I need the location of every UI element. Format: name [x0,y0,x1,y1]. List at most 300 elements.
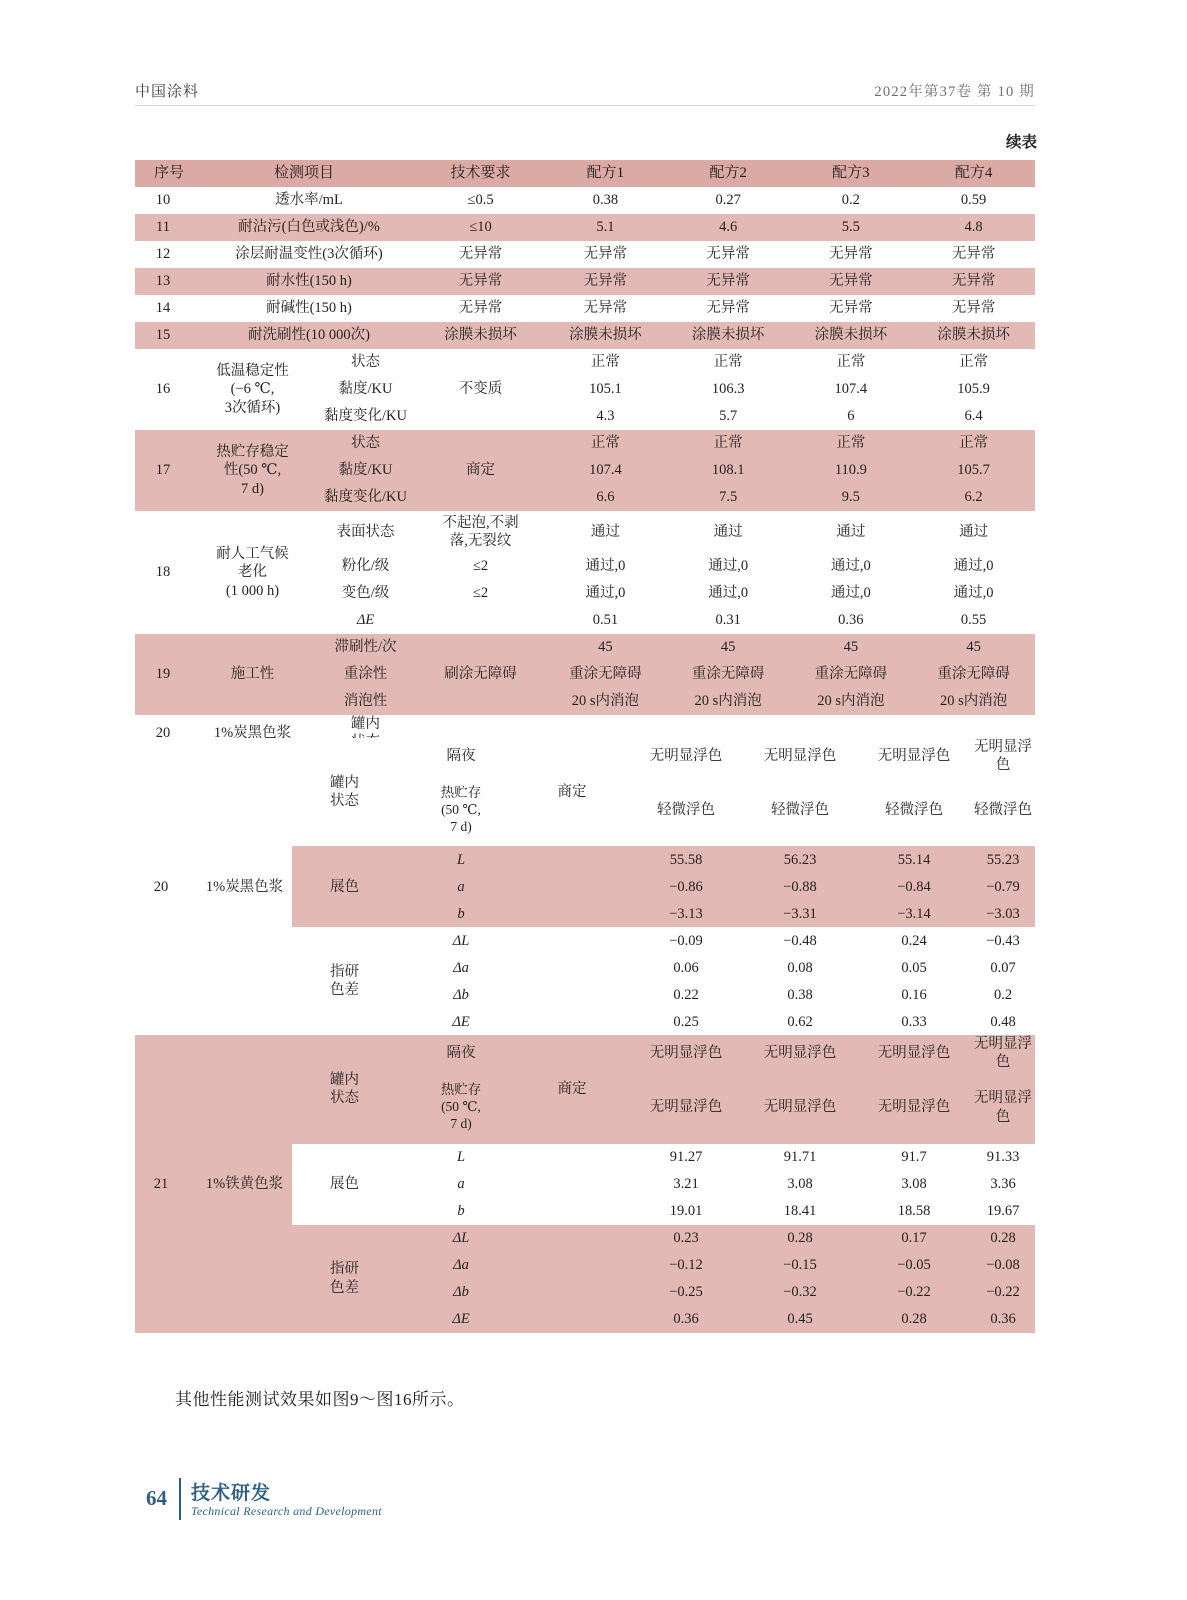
row-f1: 正常 [590,435,620,452]
page-footer [135,1478,1035,1524]
table-row [135,430,1035,457]
color-label: 展色 [330,878,359,895]
row-f1: 0.23 [673,1229,699,1246]
label-line2: (50 ℃, [441,1099,481,1115]
sub-label: ΔE [356,612,375,629]
row-f2: 56.23 [783,851,817,868]
row-no: 16 [155,381,171,398]
row-f4: 无明显浮色 [974,739,1032,774]
row-f4: 6.4 [964,408,983,425]
results-table-part2 [135,738,1035,1333]
sub-label: Δb [453,986,469,1003]
row-f1: 无异常 [583,246,628,263]
row-f3: 无明显浮色 [877,1045,951,1062]
row-f2: 108.1 [711,462,745,479]
row-f4: 通过,0 [953,558,994,575]
col-f3: 配方3 [790,160,913,187]
label-line2: (50 ℃, [441,801,481,817]
sub-label: b [457,1202,465,1219]
row-f4: 3.36 [990,1175,1016,1192]
row-f2: 正常 [713,435,743,452]
row-f1: 20 s内消泡 [571,693,640,710]
row-f3: −0.84 [897,878,931,895]
row-f1: 4.3 [596,408,615,425]
sub-label: 黏度/KU [338,381,393,398]
row-f4: 55.23 [986,851,1020,868]
diff-label [292,927,397,1035]
col-req: 技术要求 [417,160,544,187]
row-f2: 重涂无障碍 [691,666,765,683]
row-no: 11 [156,219,170,236]
sub-label: a [457,878,465,895]
page-number: 64 [146,1486,167,1510]
row-f4: 0.59 [960,192,987,209]
table-row [135,511,1035,553]
row-f4: 105.9 [957,381,990,398]
row-f2: 45 [720,639,736,656]
row-f3: 45 [843,639,859,656]
row-f4: 6.2 [964,489,983,506]
col-no: 序号 [135,160,191,187]
table-row [135,738,1035,774]
sub-label: 重涂性 [343,666,388,683]
row-f1: 45 [598,639,613,656]
row-req: ≤0.5 [467,192,494,209]
results-table [135,160,1035,751]
row-f1: 0.38 [592,192,619,209]
row-f2: 通过,0 [708,558,749,575]
row-f3: 20 s内消泡 [817,693,885,710]
group-name-line2: 性(50 ℃, [223,462,282,479]
row-f2: 轻微浮色 [771,802,829,819]
row-item: 耐沾污(白色或浅色)/% [238,219,380,236]
row-req [515,846,629,873]
row-item: 耐洗刷性(10 000次) [247,327,371,344]
row-f2: 3.08 [787,1175,813,1192]
row-req: 涂膜未损坏 [444,327,517,344]
row-no: 20 [153,878,169,895]
row-f4: −0.79 [986,878,1020,895]
footer-section-cn: 技术研发 [191,1483,272,1504]
sub-label: 黏度变化/KU [324,489,407,506]
row-req: 刷涂无障碍 [444,666,517,683]
row-f4: 正常 [959,435,989,452]
row-f1: 无异常 [583,273,628,290]
row-f4: 91.33 [986,1148,1020,1165]
row-req [515,1198,629,1225]
row-f1: 5.1 [596,219,615,236]
group-name-line3: 7 d) [241,480,264,497]
row-item: 涂层耐温变性(3次循环) [235,246,383,263]
row-f2: 涂膜未损坏 [691,327,765,344]
issue-info: 2022年第37卷 第 10 期 [874,84,1035,100]
row-f4: −0.08 [986,1256,1020,1273]
header-divider [135,105,1035,106]
row-f4: 105.7 [957,462,990,479]
row-f1: 无异常 [583,300,628,317]
table-row [135,187,1035,214]
sub-label: 消泡性 [343,693,388,710]
row-f2: 0.31 [715,612,741,629]
table-row [135,268,1035,295]
col-f4: 配方4 [912,160,1035,187]
row-no: 21 [153,1175,169,1192]
row-req: 商定 [557,784,587,801]
row-f3: 正常 [836,354,866,371]
group-name-line3: (1 000 h) [225,582,280,599]
row-f2: 无明显浮色 [763,748,837,765]
row-req [515,1144,629,1171]
row-f4: −0.43 [986,932,1020,949]
row-f2: −0.15 [783,1256,817,1273]
row-f2: 无明显浮色 [763,1099,837,1116]
sub-label: ΔL [452,1229,470,1246]
row-f3: −3.14 [897,905,931,922]
row-f1: 无明显浮色 [649,748,723,765]
row-f4: −3.03 [986,905,1020,922]
table-row [135,241,1035,268]
row-f4: 无异常 [951,246,996,263]
row-req [515,981,629,1008]
sub-label: ΔE [452,1310,470,1327]
row-f4: 通过 [959,523,989,540]
group-name-line2: 老化 [237,564,267,581]
diff-label [292,1225,397,1333]
req-line1: 不起泡,不剥 [442,514,519,531]
row-item-group [191,511,304,634]
row-item-group [191,430,304,511]
sub-label: Δa [453,959,469,976]
row-f4: 无明显浮色 [974,1036,1032,1071]
table-row [135,295,1035,322]
row-f2: 通过 [713,523,743,540]
row-f2: 0.27 [715,192,741,209]
row-f3: 0.24 [901,932,927,949]
row-f1: 105.1 [589,381,622,398]
row-f4: 轻微浮色 [974,802,1032,819]
row-req [515,1252,629,1279]
row-f2: 20 s内消泡 [694,693,762,710]
row-no: 14 [155,300,171,317]
row-no: 19 [155,666,171,683]
row-f2: 0.45 [787,1310,813,1327]
row-f3: 55.14 [897,851,931,868]
row-req [515,873,629,900]
row-f2: 0.08 [787,959,813,976]
row-f2: 无明显浮色 [763,1045,837,1062]
row-req: ≤2 [472,558,489,575]
row-f2: −0.48 [783,932,817,949]
row-f4: 45 [966,639,981,656]
row-f3: 0.16 [901,986,927,1003]
row-f4: 0.48 [990,1013,1016,1030]
row-f3: 0.33 [901,1013,927,1030]
row-item-group: 施工性 [230,666,275,683]
sub-label: a [457,1175,465,1192]
row-f2: 18.41 [783,1202,817,1219]
row-f3: 91.7 [901,1148,927,1165]
continued-table-label: 续表 [1005,134,1037,151]
can-state-label [292,1035,397,1143]
sub-label: 状态 [351,354,381,371]
row-f1: 正常 [590,354,620,371]
row-req: 无异常 [458,300,503,317]
row-f4: 涂膜未损坏 [937,327,1010,344]
label-line2: 状态 [330,1090,359,1107]
row-req [515,1306,629,1333]
row-f3: 18.58 [897,1202,931,1219]
row-f2: 无异常 [706,300,750,317]
row-f1: 通过 [590,523,620,540]
row-f1: 涂膜未损坏 [569,327,642,344]
row-item-group: 1%炭黑色浆 [213,725,292,742]
row-no: 10 [155,192,171,209]
row-f1: −0.25 [669,1283,703,1300]
footer-section-en: Technical Research and Development [191,1504,382,1518]
row-f2: −0.32 [783,1283,817,1300]
table-row [135,634,1035,661]
row-f4: 0.2 [993,986,1013,1003]
row-f1: 0.22 [673,986,699,1003]
row-req [515,900,629,927]
row-req [417,511,544,553]
row-f3: 5.5 [841,219,860,236]
row-req: 无异常 [458,273,503,290]
row-f1: 91.27 [669,1148,703,1165]
row-f3: 6 [847,408,855,425]
row-f2: 91.71 [783,1148,817,1165]
row-f2: 0.28 [787,1229,813,1246]
row-f2: 正常 [713,354,743,371]
sub-label: 隔夜 [446,748,476,765]
color-label: 展色 [330,1175,359,1192]
row-f3: 0.17 [901,1229,927,1246]
table-row [135,214,1035,241]
sub-label: L [456,851,466,868]
row-f2: 106.3 [711,381,745,398]
row-f3: 通过,0 [830,558,871,575]
row-f1: 19.01 [669,1202,703,1219]
row-item-group [191,349,304,430]
row-f3: 0.2 [841,192,860,209]
row-f3: 无异常 [829,273,873,290]
row-f4: −0.22 [986,1283,1020,1300]
row-f3: 9.5 [841,489,860,506]
label-line3: 7 d) [450,1115,472,1131]
row-req [515,954,629,981]
row-f4: 无明显浮色 [974,1090,1032,1125]
row-f3: 无异常 [829,246,873,263]
row-f2: −3.31 [783,905,817,922]
sub-label: ΔL [452,932,470,949]
row-f4: 无异常 [951,300,996,317]
row-f1: 3.21 [673,1175,699,1192]
row-no: 17 [155,462,171,479]
sub-label: 表面状态 [336,523,395,540]
row-f1: 轻微浮色 [657,802,715,819]
sub-label [397,1072,515,1144]
row-f3: 107.4 [834,381,868,398]
row-req: 不变质 [458,381,503,398]
sub-label: 粉化/级 [341,558,390,575]
table-row [135,322,1035,349]
row-req: 无异常 [458,246,503,263]
row-f4: 20 s内消泡 [939,693,1008,710]
row-f3: 0.05 [901,959,927,976]
row-f2: 5.7 [719,408,738,425]
label-line2: 状态 [330,793,359,810]
row-req: 商定 [557,1081,587,1098]
sub-label: 变色/级 [341,585,390,602]
row-req: 商定 [466,462,496,479]
row-f3: −0.05 [897,1256,931,1273]
label-line1: 热贮存 [440,1082,482,1098]
row-no: 15 [155,327,171,344]
row-f3: 0.36 [838,612,864,629]
row-f3: 3.08 [901,1175,927,1192]
row-f2: 0.62 [787,1013,813,1030]
row-f3: 正常 [836,435,866,452]
row-f2: 4.6 [719,219,738,236]
label-line2: 色差 [330,982,359,999]
label-line1: 罐内 [330,1072,359,1089]
row-f1: 0.06 [673,959,699,976]
row-f1: −3.13 [669,905,703,922]
row-f1: 无明显浮色 [649,1099,723,1116]
row-f2: 无异常 [706,246,750,263]
row-item: 耐碱性(150 h) [266,300,352,317]
table-row [135,1035,1035,1071]
col-f1: 配方1 [544,160,667,187]
row-f3: 轻微浮色 [885,802,943,819]
row-f1: 通过,0 [585,585,626,602]
sub-label: Δa [453,1256,469,1273]
sub-label [397,774,515,846]
row-f1: 0.51 [592,612,619,629]
sub-label: 隔夜 [446,1045,476,1062]
footer-divider [179,1478,181,1520]
row-no: 18 [155,564,171,581]
row-f3: 0.28 [901,1310,927,1327]
row-f4: 正常 [959,354,989,371]
row-f3: 涂膜未损坏 [814,327,888,344]
row-f1: 重涂无障碍 [569,666,642,683]
row-f4: 无异常 [951,273,996,290]
row-f1: 55.58 [669,851,703,868]
row-f1: −0.09 [669,932,703,949]
row-item-group: 1%铁黄色浆 [205,1175,284,1192]
label-line1: 指研 [330,1261,359,1278]
label-line2: 色差 [330,1279,359,1296]
row-f1: 0.36 [673,1310,699,1327]
group-name-line1: 热贮存稳定 [216,444,289,461]
sub-label: 黏度/KU [338,462,393,479]
row-f2: 通过,0 [708,585,749,602]
row-f3: 110.9 [834,462,867,479]
row-f3: 无异常 [829,300,873,317]
row-no: 12 [155,246,171,263]
label-line1: 指研 [330,964,359,981]
row-f2: 无异常 [706,273,750,290]
row-f2: 0.38 [787,986,813,1003]
row-req [515,1008,629,1035]
row-f3: 通过 [836,523,866,540]
group-name-line1: 耐人工气候 [216,546,289,563]
label-line3: 7 d) [450,818,472,834]
label-line2: 状态 [351,734,381,751]
sub-label: 滞刷性/次 [334,639,397,656]
col-item: 检测项目 [191,160,417,187]
sub-label: 黏度变化/KU [324,408,407,425]
label-line1: 罐内 [351,716,381,732]
sub-label: L [456,1148,466,1165]
sub-label: Δb [453,1283,469,1300]
group-name-line2: (−6 ℃, [230,381,275,398]
body-paragraph: 其他性能测试效果如图9～图16所示。 [175,1390,465,1409]
table-row [135,349,1035,376]
row-f4: 重涂无障碍 [937,666,1010,683]
row-req [515,1225,629,1252]
row-f3: −0.22 [897,1283,931,1300]
row-f3: 无明显浮色 [877,1099,951,1116]
sub-label: 状态 [351,435,381,452]
row-f4: 0.07 [990,959,1016,976]
row-f2: 7.5 [719,489,738,506]
row-f1: 通过,0 [585,558,626,575]
row-f3: 通过,0 [830,585,871,602]
row-f1: −0.86 [669,878,703,895]
table-header-row [135,160,1035,187]
row-f4: 4.8 [964,219,983,236]
row-f1: 107.4 [589,462,622,479]
row-f4: 0.55 [960,612,987,629]
sub-label: b [457,905,465,922]
row-req [515,927,629,954]
label-line1: 热贮存 [440,784,482,800]
row-f1: 无明显浮色 [649,1045,723,1062]
req-line2: 落,无裂纹 [449,533,512,549]
group-name-line1: 低温稳定性 [216,363,289,380]
row-f1: 0.25 [673,1013,699,1030]
row-f4: 0.28 [990,1229,1016,1246]
row-f1: 6.6 [596,489,615,506]
row-f4: 通过,0 [953,585,994,602]
row-f4: 19.67 [986,1202,1020,1219]
row-f1: −0.12 [669,1256,703,1273]
row-req [417,607,544,634]
col-f2: 配方2 [667,160,790,187]
row-req: ≤10 [469,219,492,236]
page-header [135,80,1035,101]
row-item: 透水率/mL [275,192,343,209]
row-f4: 0.36 [990,1310,1016,1327]
row-no: 20 [155,725,171,742]
row-item-group: 1%炭黑色浆 [205,878,284,895]
row-item: 耐水性(150 h) [266,273,352,290]
row-f2: −0.88 [783,878,817,895]
row-f3: 无明显浮色 [877,748,951,765]
row-f3: 重涂无障碍 [814,666,888,683]
group-name-line3: 3次循环) [224,399,281,416]
row-req [515,1171,629,1198]
journal-name: 中国涂料 [135,84,200,100]
row-req: ≤2 [472,585,489,602]
sub-label: ΔE [452,1013,470,1030]
can-state-label [292,738,397,846]
row-no: 13 [155,273,171,290]
label-line1: 罐内 [330,775,359,791]
row-req [515,1279,629,1306]
